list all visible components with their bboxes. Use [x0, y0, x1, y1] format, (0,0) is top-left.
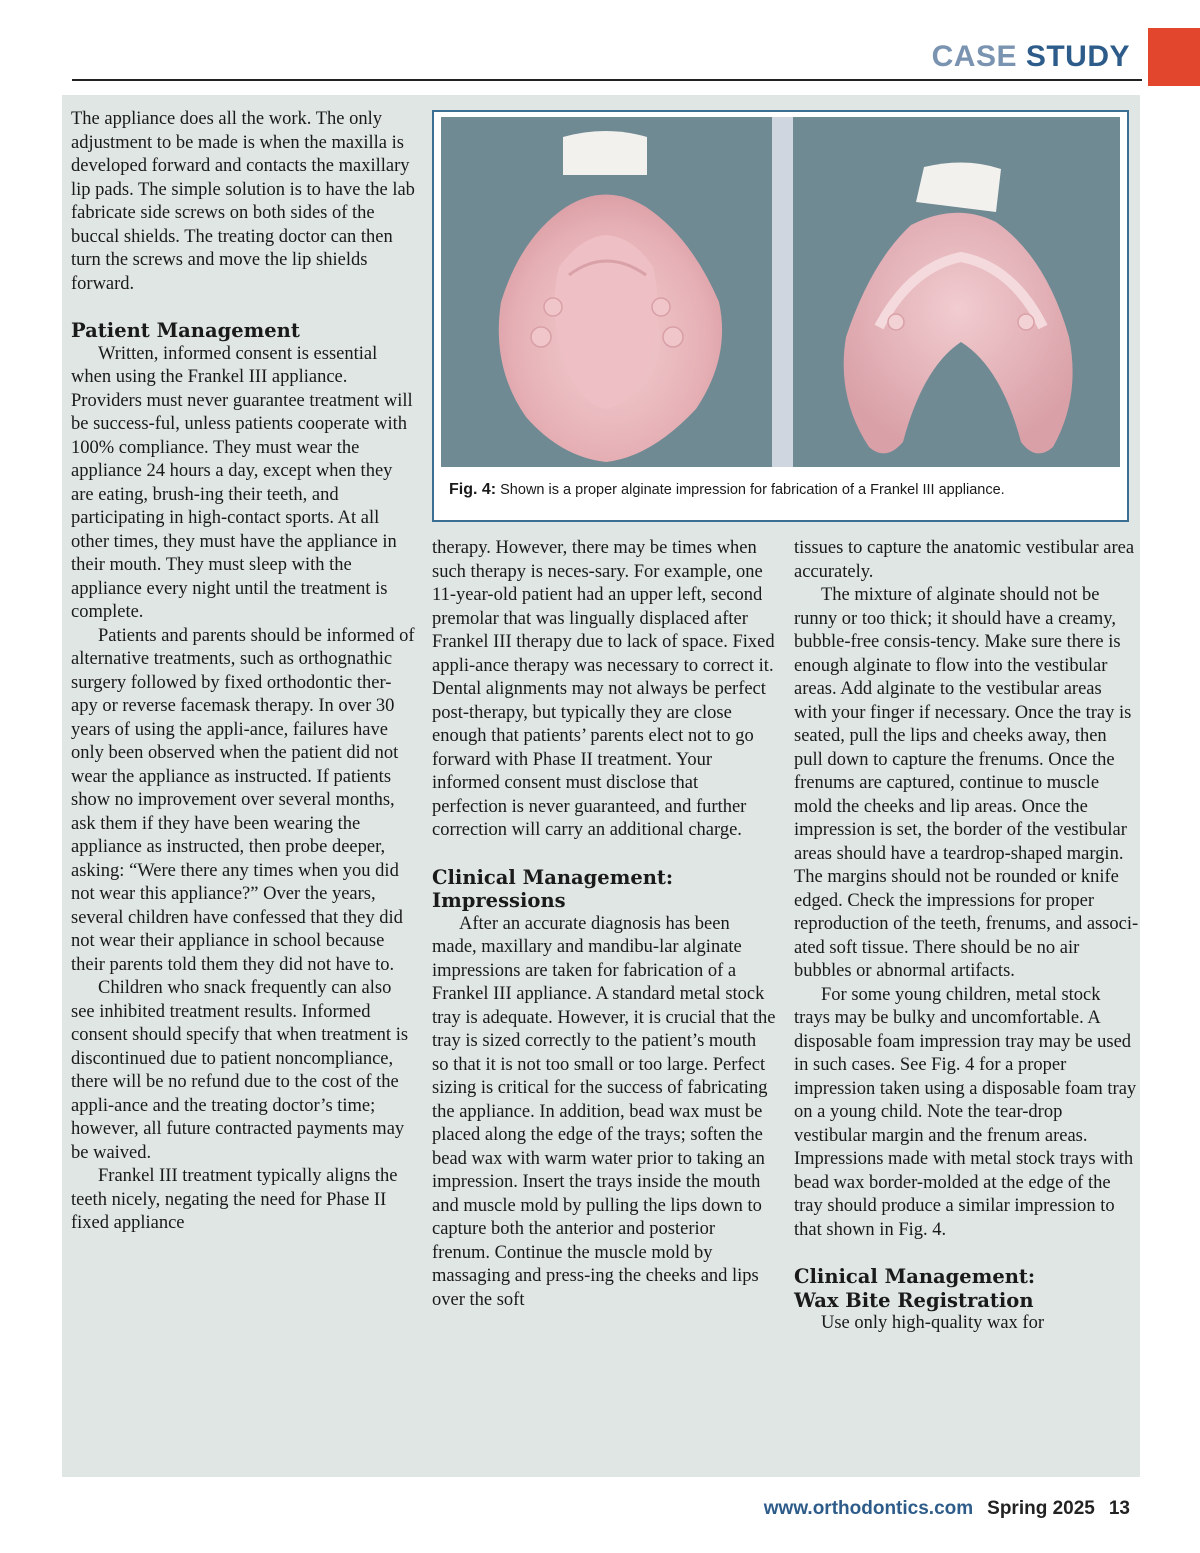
paragraph: After an accurate diagnosis has been made, maxillary and mandibu-lar alginate impressions are taken for fabrication of a Frankel III appliance. A standard metal stock tray is adequate. However, it is crucial that the tray is sized correctly to the patient’s mouth so that it is not too small or too large. Perfect sizing is critical for the success of fabricating the appliance. In addition, bead wax must be placed along the edge of the trays; soften the bead wax with warm water prior to taking an impression. Insert the trays inside the mouth and muscle mold by pulling the lips down to capture both the anterior and posterior frenum. Continue the muscle mold by massaging and press-ing the cheeks and lips over the soft: [432, 913, 776, 1310]
section-title-study: STUDY: [1025, 40, 1130, 73]
header-rule: [72, 79, 1142, 81]
paragraph: Written, informed consent is essential when using the Frankel III appliance. Providers must never guarantee treatment will be success-ful, unless patients cooperate with 100% compliance. They must wear the appliance 24 hours a day, except when they are eating, brush-ing their teeth, and participating in high-contact sports. At all other times, they must have the appliance in their mouth. They must sleep with the appliance every night until the treatment is complete.: [71, 343, 413, 622]
subheading-line-1: Clinical Management:: [432, 865, 674, 889]
paragraph: therapy. However, there may be times when such therapy is neces-sary. For example, one 11-year-old patient had an upper left, second premolar that was lingually displaced after Frankel III therapy due to lack of space. Fixed appli-ance therapy was necessary to correct it. Dental alignments may not always be perfect post-therapy, but typically they are close enough that patients’ parents elect not to go forward with Phase II treatment. Your informed consent must disclose that perfection is never guaranteed, and further correction will carry an additional charge.: [432, 538, 775, 840]
section-color-tab: [1148, 28, 1200, 86]
paragraph: For some young children, metal stock trays may be bulky and uncomfortable. A disposable foam impression tray may be used in such cases. See Fig. 4 for a proper impression taken using a disposable foam tray on a young child. Note the tear-drop vestibular margin and the frenum areas. Impressions made with metal stock trays with bead wax border-molded at the edge of the tray should produce a similar impression to that shown in Fig. 4.: [794, 984, 1137, 1240]
paragraph: The mixture of alginate should not be runny or too thick; it should have a creamy, bubble-free consis-tency. Make sure there is enough alginate to flow into the vestibular areas. Add alginate to the vestibular areas with your finger if necessary. Once the tray is seated, pull the lips and cheeks away, then pull down to capture the frenums. Once the frenums are captured, continue to muscle mold the cheeks and lip areas. Once the impression is set, the border of the vestibular areas should have a teardrop-shaped margin. The margins should not be rounded or knife edged. Check the impressions for proper reproduction of the teeth, frenums, and associ-ated soft tissue. There should be no air bubbles or abnormal artifacts.: [794, 585, 1139, 981]
figure-label: Fig. 4:: [449, 481, 497, 498]
subheading-patient-management: Patient Management: [71, 319, 300, 342]
text-column-3: [794, 537, 1139, 1336]
text-column-1: [71, 108, 416, 1236]
paragraph: Children who snack frequently can also see inhibited treatment results. Informed consent should specify that when treatment is discontinued due to patient noncompliance, there will be no refund due to the cost of the appli-ance and the treating doctor’s time; however, all future contracted payments may be waived.: [71, 978, 409, 1163]
paragraph: Use only high-quality wax for: [821, 1313, 1044, 1333]
page-number: 13: [1108, 1498, 1130, 1519]
page-footer: [764, 1497, 1130, 1521]
subheading-clinical-management-impressions: [432, 866, 777, 913]
subheading-clinical-management-wax-bite: [794, 1265, 1139, 1312]
figure-caption: [449, 480, 1119, 500]
section-title-case: CASE: [931, 40, 1017, 73]
issue-label: Spring 2025: [987, 1498, 1095, 1519]
paragraph: The appliance does all the work. The only adjustment to be made is when the maxilla is developed forward and contacts the maxillary lip pads. The simple solution is to have the lab fabricate side screws on both sides of the buccal shields. The treating doctor can then turn the screws and move the lip shields forward.: [71, 109, 415, 294]
subheading-line-2: Wax Bite Registration: [794, 1288, 1034, 1312]
text-column-2: [432, 537, 777, 1312]
figure-caption-text: Shown is a proper alginate impression for fabrication of a Frankel III appliance.: [500, 482, 1005, 498]
paragraph: Patients and parents should be informed of alternative treatments, such as orthognathic surgery followed by fixed orthodontic ther-apy or reverse facemask therapy. In over 30 years of using the appli-ance, failures have only been observed when the patient did not wear the appliance as instructed. If patients show no improvement over several months, ask them if they have been wearing the appliance as instructed, then probe deeper, asking: “Were there any times when you did not wear this appliance?” Over the years, several children have confessed that they did not wear their appliance in school because their parents told them they did not have to.: [71, 625, 415, 975]
figure-4: [432, 110, 1129, 522]
impression-photo: [441, 117, 1120, 467]
section-title: [932, 42, 1130, 72]
subheading-line-1: Clinical Management:: [794, 1265, 1036, 1288]
paragraph: tissues to capture the anatomic vestibular area accurately.: [794, 538, 1135, 582]
website-link[interactable]: www.orthodontics.com: [763, 1498, 974, 1519]
subheading-line-2: Impressions: [432, 889, 566, 912]
paragraph: Frankel III treatment typically aligns the teeth nicely, negating the need for Phase II fixed appliance: [71, 1166, 398, 1233]
impression-illustration: [441, 117, 1120, 467]
